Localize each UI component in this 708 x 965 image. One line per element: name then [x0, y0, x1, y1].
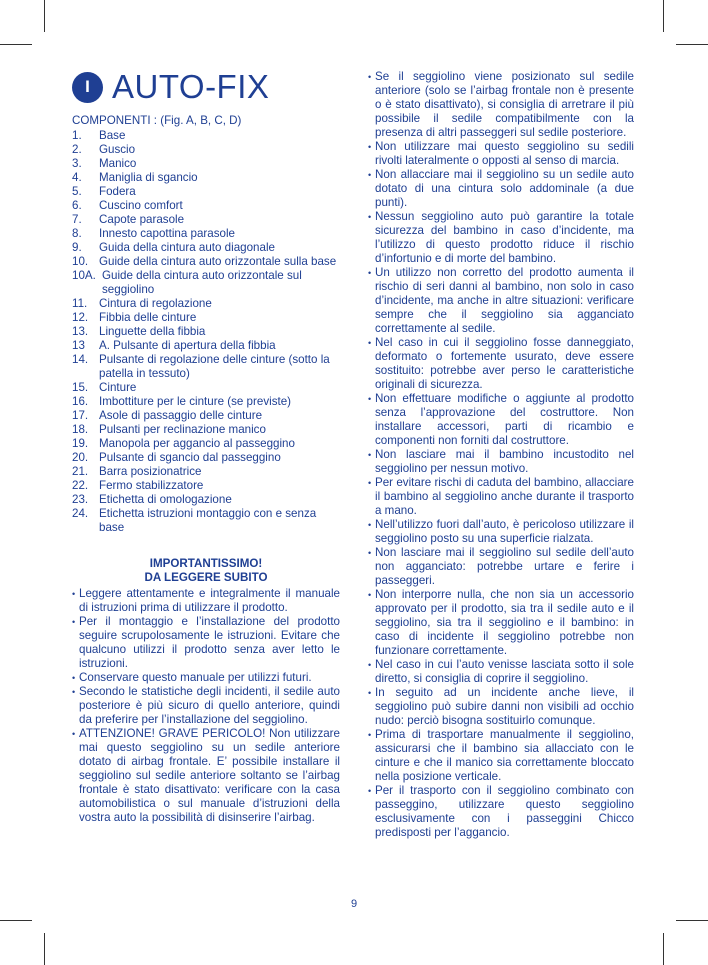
component-label: Innesto capottina parasole	[99, 227, 236, 240]
important-heading	[72, 557, 340, 585]
component-label: Manico	[99, 157, 137, 170]
component-item	[72, 339, 340, 353]
component-number: 18.	[72, 423, 89, 436]
warning-item: • Un utilizzo non corretto del prodotto aumenta il rischio di seri danni al bambino, non solo in caso d’incidente, ma anche in altre situazioni: verificare sempre che il seggiolino sia agganciato correttamente al sedile.	[368, 266, 634, 336]
left-column	[72, 114, 340, 825]
component-number: 21.	[72, 465, 89, 478]
component-number: 15.	[72, 381, 89, 394]
warning-item: • Prima di trasportare manualmente il seggiolino, assicurarsi che il bambino sia allacciato con le cinture e che il manico sia correttamente bloccato nella posizione verticale.	[368, 728, 634, 784]
crop-mark	[676, 920, 708, 921]
component-label: Cuscino comfort	[99, 199, 183, 212]
component-number: 13	[72, 339, 85, 352]
crop-mark	[0, 44, 32, 45]
right-column	[368, 70, 634, 840]
component-number: 20.	[72, 451, 89, 464]
warning-item: • Nessun seggiolino auto può garantire la totale sicurezza del bambino in caso d’incidente, ma l’utilizzo di questo prodotto riduce il rischio d’infortunio e di morte del bambino.	[368, 210, 634, 266]
component-number: 19.	[72, 437, 89, 450]
crop-mark	[44, 933, 45, 965]
warning-item: • Non lasciare mai il bambino incustodito nel seggiolino per nessun motivo.	[368, 448, 634, 476]
component-item	[72, 381, 340, 395]
component-number: 11.	[72, 297, 88, 310]
warning-item: • Secondo le statistiche degli incidenti, il sedile auto posteriore è più sicuro di quello anteriore, quindi da preferire per l’installazione del seggiolino.	[72, 685, 340, 727]
warning-item: • Non allacciare mai il seggiolino su un sedile auto dotato di una cintura solo addominale (a due punti).	[368, 168, 634, 210]
component-item	[72, 479, 340, 493]
component-label: Fermo stabilizzatore	[99, 479, 204, 492]
warning-item: • Conservare questo manuale per utilizzi futuri.	[72, 671, 340, 685]
important-line-2: DA LEGGERE SUBITO	[144, 571, 268, 584]
component-item	[72, 493, 340, 507]
page-title	[72, 66, 269, 108]
warning-item: • Per evitare rischi di caduta del bambino, allacciare il bambino al seggiolino anche durante il trasporto a mano.	[368, 476, 634, 518]
component-number: 8.	[72, 227, 82, 240]
component-label: Pulsante di regolazione delle cinture (sotto la patella in tessuto)	[99, 353, 330, 380]
component-item	[72, 143, 340, 157]
component-item	[72, 129, 340, 143]
language-badge: I	[72, 72, 103, 103]
important-line-1: IMPORTANTISSIMO!	[149, 557, 263, 570]
component-label: Base	[99, 129, 126, 142]
component-label: Pulsante di sgancio dal passeggino	[99, 451, 281, 464]
warning-item: • Non interporre nulla, che non sia un accessorio approvato per il prodotto, sia tra il sedile auto e il seggiolino, sia tra il seggiolino e il bambino: in caso di incidente il seggiolino potrebbe non funzionare correttamente.	[368, 588, 634, 658]
component-label: Guide della cintura auto orizzontale sulla base	[99, 255, 337, 268]
component-label: Linguette della fibbia	[99, 325, 206, 338]
title-text: AUTO-FIX	[112, 68, 270, 105]
component-label: Imbottiture per le cinture (se previste)	[99, 395, 292, 408]
component-item	[72, 395, 340, 409]
component-item	[72, 465, 340, 479]
component-label: Etichetta di omologazione	[99, 493, 232, 506]
components-heading: COMPONENTI : (Fig. A, B, C, D)	[72, 114, 242, 127]
component-item	[72, 255, 340, 269]
crop-mark	[663, 933, 664, 965]
component-label: A. Pulsante di apertura della fibbia	[99, 339, 276, 352]
component-item	[72, 171, 340, 185]
component-label: Cinture	[99, 381, 137, 394]
component-number: 17.	[72, 409, 89, 422]
crop-mark	[0, 920, 32, 921]
component-label: Guscio	[99, 143, 136, 156]
component-label: Guida della cintura auto diagonale	[99, 241, 275, 254]
component-label: Fibbia delle cinture	[99, 311, 197, 324]
component-number: 4.	[72, 171, 82, 184]
component-label: Capote parasole	[99, 213, 185, 226]
component-item	[72, 423, 340, 437]
component-item	[72, 507, 340, 535]
warning-item: • Non lasciare mai il seggiolino sul sedile dell’auto non agganciato: potrebbe urtare e ferire i passeggeri.	[368, 546, 634, 588]
component-number: 23.	[72, 493, 89, 506]
warnings-list-right	[368, 70, 634, 840]
component-label: Manopola per aggancio al passeggino	[99, 437, 295, 450]
component-item	[72, 409, 340, 423]
component-item	[72, 199, 340, 213]
component-number: 6.	[72, 199, 82, 212]
component-label: Barra posizionatrice	[99, 465, 202, 478]
component-label: Guide della cintura auto orizzontale sul seggiolino	[102, 269, 302, 296]
warning-item: • Leggere attentamente e integralmente il manuale di istruzioni prima di utilizzare il prodotto.	[72, 587, 340, 615]
warning-item: • In seguito ad un incidente anche lieve, il seggiolino può subire danni non visibili ad occhio nudo: perciò bisogna sostituirlo comunque.	[368, 686, 634, 728]
component-item	[72, 353, 340, 381]
crop-mark	[663, 0, 664, 32]
component-label: Etichetta istruzioni montaggio con e senza base	[99, 507, 317, 534]
warning-item: • Per il montaggio e l’installazione del prodotto seguire scrupolosamente le istruzioni. Evitare che qualcuno utilizzi il prodotto senza aver letto le istruzioni.	[72, 615, 340, 671]
component-label: Cintura di regolazione	[99, 297, 212, 310]
component-item	[72, 227, 340, 241]
component-item	[72, 297, 340, 311]
warnings-list-left	[72, 587, 340, 825]
component-item	[72, 269, 340, 297]
component-item	[72, 325, 340, 339]
crop-mark	[676, 44, 708, 45]
component-item	[72, 157, 340, 171]
component-number: 13.	[72, 325, 89, 338]
page-number: 9	[350, 898, 358, 910]
crop-mark	[44, 0, 45, 32]
warning-item: • Nell’utilizzo fuori dall’auto, è pericoloso utilizzare il seggiolino posto su una superficie rialzata.	[368, 518, 634, 546]
component-label: Maniglia di sgancio	[99, 171, 198, 184]
warning-item: • Non utilizzare mai questo seggiolino su sedili rivolti lateralmente o opposti al senso di marcia.	[368, 140, 634, 168]
component-number: 3.	[72, 157, 82, 170]
warning-item: • Per il trasporto con il seggiolino combinato con passeggino, utilizzare questo seggiolino esclusivamente con i passeggini Chicco predisposti per l’aggancio.	[368, 784, 634, 840]
warning-item: • ATTENZIONE! GRAVE PERICOLO! Non utilizzare mai questo seggiolino su un sedile anteriore dotato di airbag frontale. E’ possibile installare il seggiolino sul sedile anteriore soltanto se l’airbag frontale è stato disattivato: verificare con la casa automobilistica o sul manuale d’istruzioni della vostra auto la possibilità di disinserire l’airbag.	[72, 727, 340, 825]
component-number: 22.	[72, 479, 89, 492]
component-label: Fodera	[99, 185, 136, 198]
component-item	[72, 437, 340, 451]
warning-item: • Se il seggiolino viene posizionato sul sedile anteriore (solo se l’airbag frontale non è presente o è stato disattivato), si consiglia di arretrare il più possibile il sedile compatibilmente con la presenza di altri passeggeri sul sedile posteriore.	[368, 70, 634, 140]
warning-item: • Non effettuare modifiche o aggiunte al prodotto senza l’approvazione del costruttore. Non installare accessori, parti di ricambio e componenti non forniti dal costruttore.	[368, 392, 634, 448]
components-list	[72, 129, 340, 535]
component-number: 16.	[72, 395, 89, 408]
warning-item: • Nel caso in cui l’auto venisse lasciata sotto il sole diretto, si consiglia di coprire il seggiolino.	[368, 658, 634, 686]
component-number: 24.	[72, 507, 89, 520]
component-item	[72, 451, 340, 465]
component-number: 2.	[72, 143, 82, 156]
component-number: 14.	[72, 353, 89, 366]
component-number: 12.	[72, 311, 89, 324]
component-label: Pulsanti per reclinazione manico	[99, 423, 266, 436]
component-item	[72, 241, 340, 255]
component-item	[72, 185, 340, 199]
component-number: 5.	[72, 185, 82, 198]
component-item	[72, 213, 340, 227]
component-number: 10A.	[72, 269, 96, 282]
component-item	[72, 311, 340, 325]
component-number: 9.	[72, 241, 82, 254]
warning-item: • Nel caso in cui il seggiolino fosse danneggiato, deformato o fortemente usurato, deve essere sostituito: potrebbe aver perso le caratteristiche originali di sicurezza.	[368, 336, 634, 392]
component-number: 7.	[72, 213, 82, 226]
component-number: 1.	[72, 129, 82, 142]
component-label: Asole di passaggio delle cinture	[99, 409, 263, 422]
component-number: 10.	[72, 255, 89, 268]
